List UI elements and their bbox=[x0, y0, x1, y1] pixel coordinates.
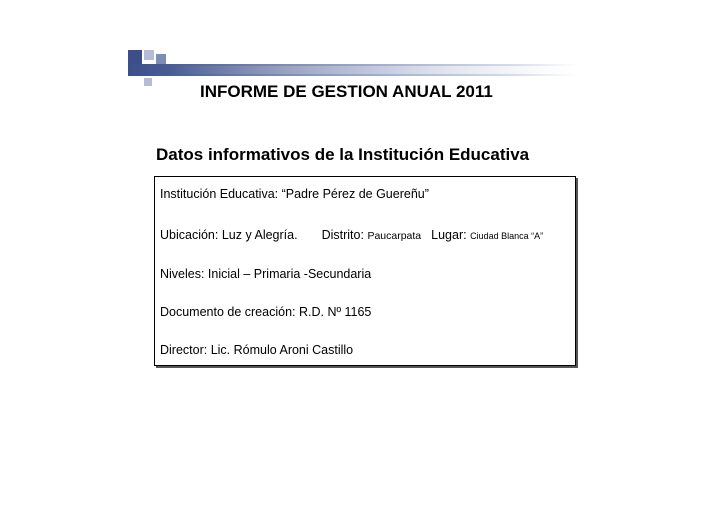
info-director: Director: Lic. Rómulo Aroni Castillo bbox=[160, 343, 354, 357]
info-lugar-value: Ciudad Blanca “A” bbox=[470, 231, 544, 241]
info-institucion: Institución Educativa: “Padre Pérez de Guereñu” bbox=[160, 187, 429, 201]
header-accent-highlight bbox=[172, 66, 578, 74]
decor-square bbox=[156, 54, 166, 64]
report-title: INFORME DE GESTION ANUAL 2011 bbox=[200, 82, 493, 101]
section-title: Datos informativos de la Institución Educativa bbox=[156, 145, 530, 164]
decor-square bbox=[144, 78, 152, 86]
info-ubicacion-row bbox=[160, 228, 543, 242]
info-ubicacion: Ubicación: Luz y Alegría. bbox=[160, 228, 298, 242]
info-documento: Documento de creación: R.D. Nº 1165 bbox=[160, 305, 372, 319]
decor-square bbox=[144, 50, 154, 60]
info-niveles: Niveles: Inicial – Primaria -Secundaria bbox=[160, 267, 372, 281]
info-distrito-value: Paucarpata bbox=[367, 230, 422, 242]
decor-square bbox=[128, 50, 142, 64]
info-box bbox=[154, 176, 576, 366]
info-lugar-label: Lugar: bbox=[431, 228, 467, 242]
info-distrito-label: Distrito: bbox=[321, 228, 364, 242]
